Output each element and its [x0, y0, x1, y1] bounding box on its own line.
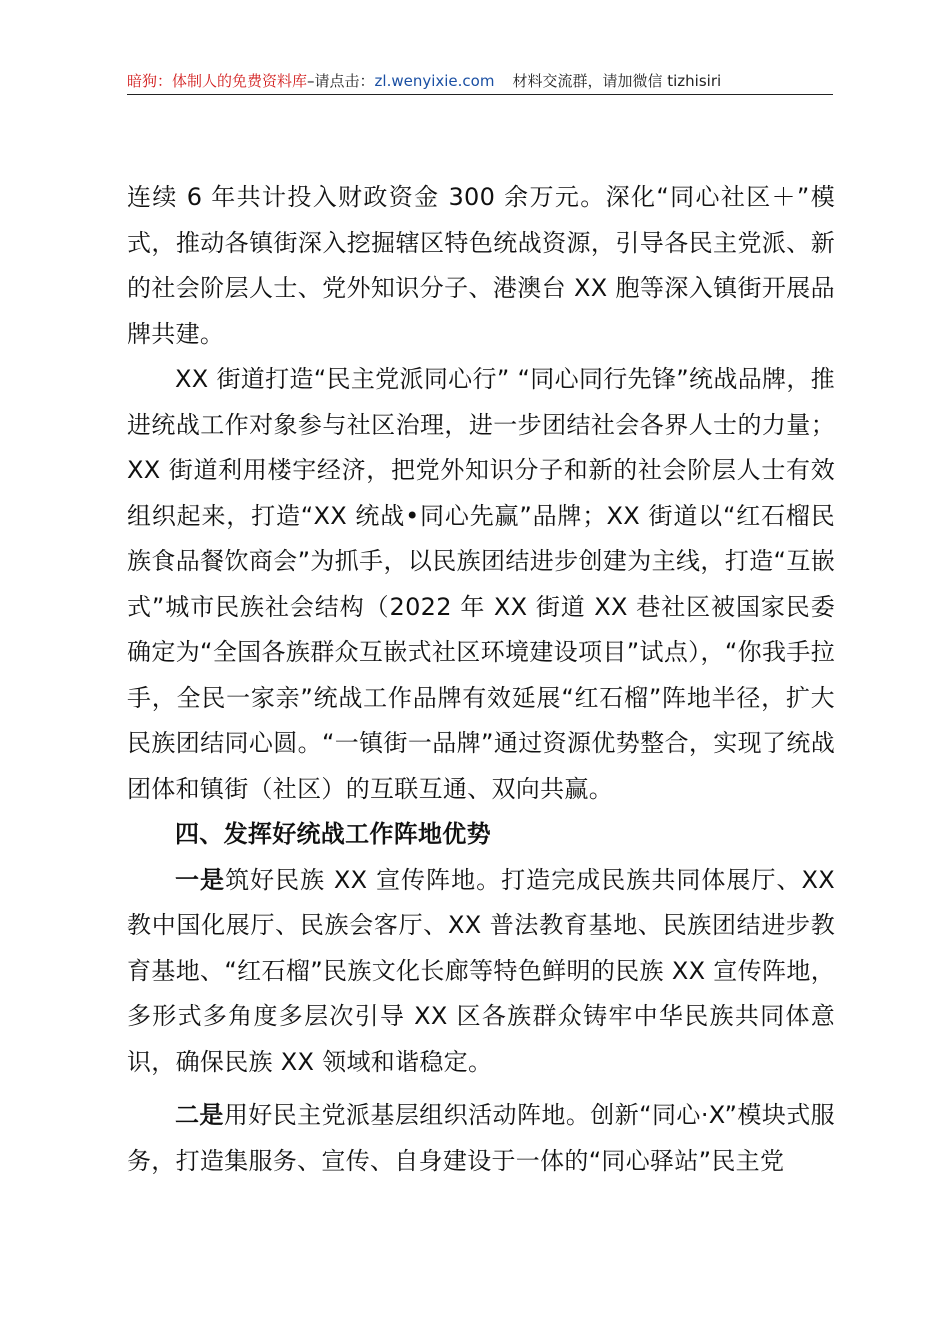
document-body	[127, 175, 835, 1184]
section-heading-4: 四、发挥好统战工作阵地优势	[175, 820, 491, 848]
paragraph-point-two	[127, 1093, 835, 1184]
paragraph-point-one	[127, 858, 835, 1086]
point-two-lead: 二是	[175, 1101, 224, 1129]
paragraph-street-brands: XX 街道打造“民主党派同心行” “同心同行先锋”统战品牌，推进统战工作对象参与社区治理，进一步团结社会各界人士的力量；XX 街道利用楼宇经济，把党外知识分子和新的社会阶层人士有效组织起来，打造“XX 统战•同心先赢”品牌；XX 街道以“红石榴民族食品餐饮商会”为抓手，以民族团结进步创建为主线，打造“互嵌式”城市民族社会结构（2022 年 XX 街道 XX 巷社区被国家民委确定为“全国各族群众互嵌式社区环境建设项目”试点），“你我手拉手，全民一家亲”统战工作品牌有效延展“红石榴”阵地半径，扩大民族团结同心圆。“一镇街一品牌”通过资源优势整合，实现了统战团体和镇街（社区）的互联互通、双向共赢。	[127, 365, 835, 803]
page-header	[127, 68, 833, 95]
header-url-link[interactable]: zl.wenyixie.com	[374, 72, 495, 90]
point-two-text: 用好民主党派基层组织活动阵地。创新“同心·X”模块式服务，打造集服务、宣传、自身建设于一体的“同心驿站”民主党	[127, 1101, 835, 1175]
point-one-lead: 一是	[175, 865, 226, 894]
point-one-text: 筑好民族 XX 宣传阵地。打造完成民族共同体展厅、XX 教中国化展厅、民族会客厅、XX 普法教育基地、民族团结进步教育基地、“红石榴”民族文化长廊等特色鲜明的民族 XX 宣传阵地，多形式多角度多层次引导 XX 区各族群众铸牢中华民族共同体意识，确保民族 XX 领域和谐稳定。	[127, 865, 835, 1076]
paragraph-continuation: 连续 6 年共计投入财政资金 300 余万元。深化“同心社区＋”模式，推动各镇街深入挖掘辖区特色统战资源，引导各民主党派、新的社会阶层人士、党外知识分子、港澳台 XX 胞等深入镇街开展品牌共建。	[127, 183, 835, 348]
header-click-prompt: –请点击：	[307, 72, 375, 90]
header-group-note: 材料交流群，请加微信 tizhisiri	[512, 72, 722, 90]
header-site-name: 暗狗：体制人的免费资料库	[127, 72, 308, 90]
